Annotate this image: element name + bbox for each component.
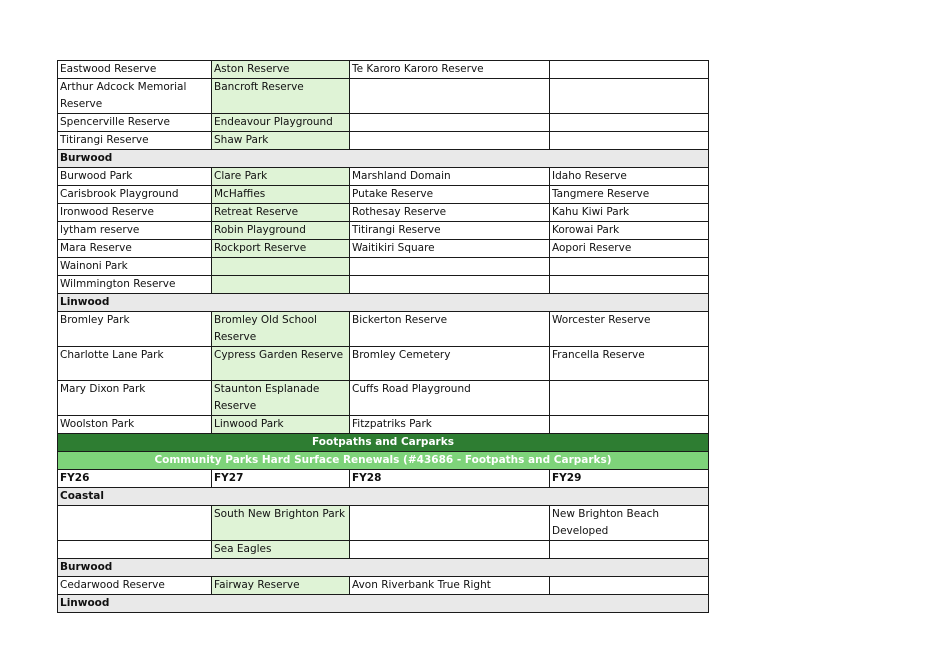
table-cell[interactable]: Rothesay Reserve (350, 204, 550, 222)
table-cell[interactable]: Bromley Cemetery (350, 347, 550, 381)
table-row (58, 132, 709, 150)
table-cell[interactable] (58, 506, 212, 541)
table-cell[interactable]: Robin Playground (212, 222, 350, 240)
table-cell[interactable]: Mara Reserve (58, 240, 212, 258)
table-row (58, 416, 709, 434)
table-cell[interactable] (350, 79, 550, 114)
table-cell[interactable] (350, 541, 550, 559)
table-cell[interactable]: Putake Reserve (350, 186, 550, 204)
table-cell[interactable]: Shaw Park (212, 132, 350, 150)
table-cell[interactable]: Waitikiri Square (350, 240, 550, 258)
table-title[interactable]: Community Parks Hard Surface Renewals (#43686 - Footpaths and Carparks) (58, 452, 709, 470)
section-header-row (58, 559, 709, 577)
table-cell[interactable] (550, 577, 709, 595)
table-title-row (58, 434, 709, 452)
table-cell[interactable]: Cypress Garden Reserve (212, 347, 350, 381)
table-cell[interactable]: Clare Park (212, 168, 350, 186)
table-cell[interactable] (58, 541, 212, 559)
table-cell[interactable]: Bickerton Reserve (350, 312, 550, 347)
table-cell[interactable]: Linwood Park (212, 416, 350, 434)
table-row (58, 240, 709, 258)
table-cell[interactable]: Ironwood Reserve (58, 204, 212, 222)
table-row (58, 381, 709, 416)
table-cell[interactable]: Idaho Reserve (550, 168, 709, 186)
section-header-row (58, 150, 709, 168)
table-cell[interactable] (550, 61, 709, 79)
table-cell[interactable]: Wilmmington Reserve (58, 276, 212, 294)
fy-header-cell[interactable]: FY29 (550, 470, 709, 488)
table-cell[interactable]: Charlotte Lane Park (58, 347, 212, 381)
table-cell[interactable]: Eastwood Reserve (58, 61, 212, 79)
table-cell[interactable]: Marshland Domain (350, 168, 550, 186)
table-row (58, 222, 709, 240)
table-cell[interactable]: Fairway Reserve (212, 577, 350, 595)
section-header-row (58, 294, 709, 312)
spreadsheet-table (57, 60, 709, 613)
table-cell[interactable] (350, 114, 550, 132)
table-row (58, 577, 709, 595)
table-cell[interactable]: Burwood Park (58, 168, 212, 186)
section-label[interactable]: Coastal (58, 488, 709, 506)
table-row (58, 186, 709, 204)
fy-header-cell[interactable]: FY26 (58, 470, 212, 488)
table-cell[interactable] (350, 506, 550, 541)
table-cell[interactable] (550, 258, 709, 276)
table-cell[interactable] (550, 79, 709, 114)
table-row (58, 541, 709, 559)
table-cell[interactable] (550, 381, 709, 416)
table-cell[interactable]: Sea Eagles (212, 541, 350, 559)
table-cell[interactable] (350, 276, 550, 294)
table-cell[interactable]: Korowai Park (550, 222, 709, 240)
table-title-row (58, 452, 709, 470)
table-row (58, 204, 709, 222)
table-cell[interactable]: Endeavour Playground (212, 114, 350, 132)
table-cell[interactable]: McHaffies (212, 186, 350, 204)
table-cell[interactable]: Woolston Park (58, 416, 212, 434)
table-cell[interactable]: Aopori Reserve (550, 240, 709, 258)
table-cell[interactable]: Mary Dixon Park (58, 381, 212, 416)
table-cell[interactable] (550, 276, 709, 294)
table-cell[interactable]: Cuffs Road Playground (350, 381, 550, 416)
table-cell[interactable]: Avon Riverbank True Right (350, 577, 550, 595)
table-row (58, 61, 709, 79)
spreadsheet-body (58, 61, 709, 613)
table-cell[interactable]: Bancroft Reserve (212, 79, 350, 114)
table-row (58, 114, 709, 132)
table-row (58, 506, 709, 541)
table-cell[interactable] (550, 114, 709, 132)
table-cell[interactable]: Te Karoro Karoro Reserve (350, 61, 550, 79)
table-cell[interactable]: Arthur Adcock Memorial Reserve (58, 79, 212, 114)
section-label[interactable]: Burwood (58, 559, 709, 577)
table-cell[interactable] (550, 132, 709, 150)
table-cell[interactable]: lytham reserve (58, 222, 212, 240)
section-label[interactable]: Linwood (58, 294, 709, 312)
fy-header-cell[interactable]: FY27 (212, 470, 350, 488)
section-header-row (58, 595, 709, 613)
fiscal-year-header-row (58, 470, 709, 488)
table-cell[interactable]: Fitzpatriks Park (350, 416, 550, 434)
section-label[interactable]: Linwood (58, 595, 709, 613)
table-cell[interactable]: Bromley Park (58, 312, 212, 347)
table-cell[interactable]: Worcester Reserve (550, 312, 709, 347)
table-cell[interactable]: South New Brighton Park (212, 506, 350, 541)
section-label[interactable]: Burwood (58, 150, 709, 168)
table-cell[interactable]: Wainoni Park (58, 258, 212, 276)
table-row (58, 347, 709, 381)
table-cell[interactable]: Titirangi Reserve (350, 222, 550, 240)
table-title[interactable]: Footpaths and Carparks (58, 434, 709, 452)
table-cell[interactable]: Carisbrook Playground (58, 186, 212, 204)
table-cell[interactable] (350, 258, 550, 276)
table-cell[interactable]: Spencerville Reserve (58, 114, 212, 132)
table-cell[interactable]: Francella Reserve (550, 347, 709, 381)
table-cell[interactable]: Tangmere Reserve (550, 186, 709, 204)
table-row (58, 276, 709, 294)
table-cell[interactable]: Titirangi Reserve (58, 132, 212, 150)
table-row (58, 258, 709, 276)
table-cell[interactable]: Staunton Esplanade Reserve (212, 381, 350, 416)
table-cell[interactable]: Bromley Old School Reserve (212, 312, 350, 347)
table-row (58, 312, 709, 347)
table-cell[interactable]: Retreat Reserve (212, 204, 350, 222)
table-cell[interactable]: Cedarwood Reserve (58, 577, 212, 595)
table-cell[interactable] (212, 258, 350, 276)
table-cell[interactable]: New Brighton Beach Developed (550, 506, 709, 541)
section-header-row (58, 488, 709, 506)
table-row (58, 168, 709, 186)
table-cell[interactable]: Aston Reserve (212, 61, 350, 79)
fy-header-cell[interactable]: FY28 (350, 470, 550, 488)
table-cell[interactable] (550, 416, 709, 434)
table-cell[interactable] (212, 276, 350, 294)
table-cell[interactable]: Rockport Reserve (212, 240, 350, 258)
table-cell[interactable] (350, 132, 550, 150)
table-cell[interactable] (550, 541, 709, 559)
table-row (58, 79, 709, 114)
table-cell[interactable]: Kahu Kiwi Park (550, 204, 709, 222)
